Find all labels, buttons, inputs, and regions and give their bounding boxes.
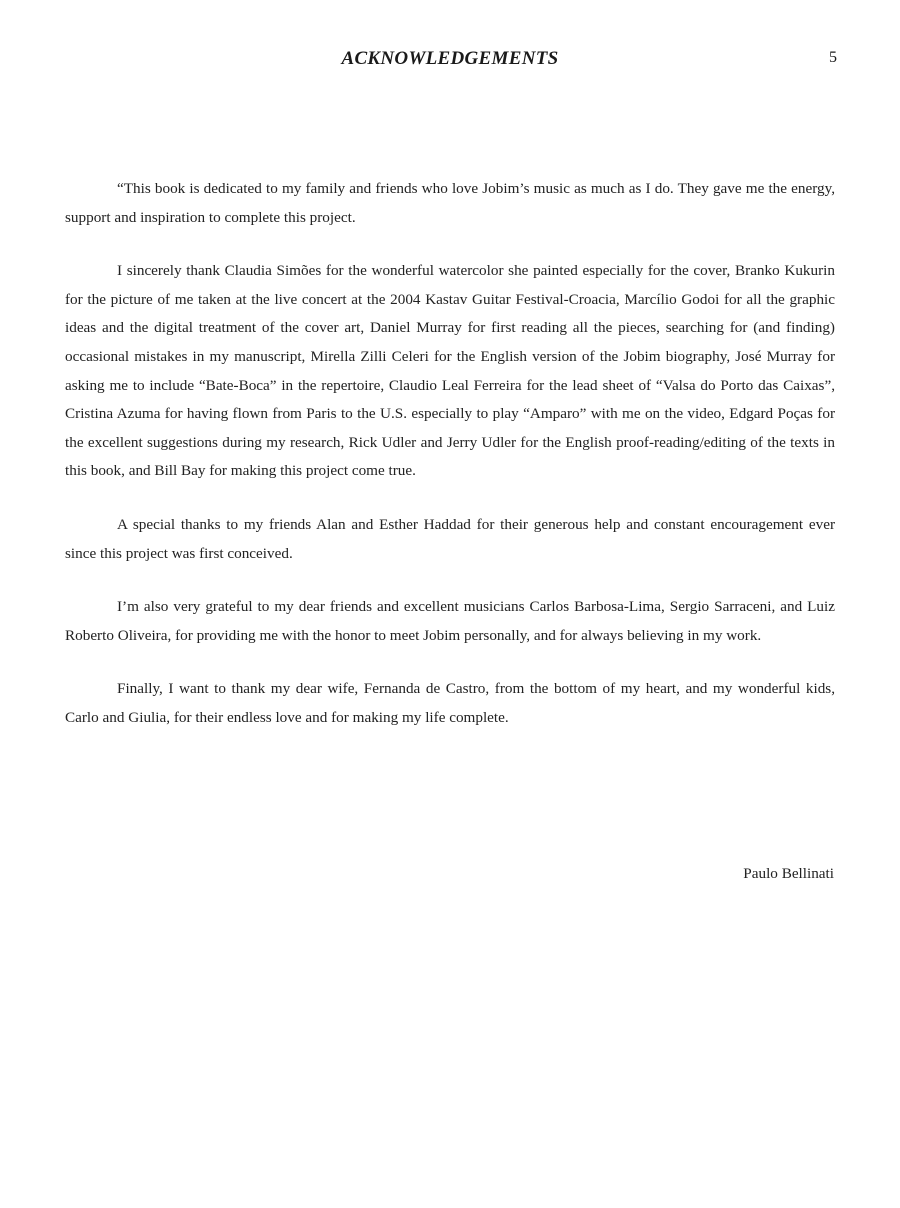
paragraph-thanks: I sincerely thank Claudia Simões for the wonderful watercolor she painted especially for the cover, Branko Kukurin for the picture of me taken at the live concert at the 2004 Kastav Guitar Festival-Croacia, Marcílio Godoi for all the graphic ideas and the digital treatment of the cover art, Daniel Murray for first reading all the pieces, searching for (and finding) occasional mistakes in my manuscript, Mirella Zilli Celeri for the English version of the Jobim biography, José Murray for asking me to include “Bate-Boca” in the repertoire, Claudio Leal Ferreira for the lead sheet of “Valsa do Porto das Caixas”, Cristina Azuma for having flown from Paris to the U.S. especially to play “Amparo” with me on the video, Edgard Poças for the excellent suggestions during my research, Rick Udler and Jerry Udler for the English proof-reading/editing of the texts in this book, and Bill Bay for making this project come true.	[65, 262, 835, 480]
paragraph-special-thanks: A special thanks to my friends Alan and Esther Haddad for their generous help and constant encouragement ever since this project was first conceived.	[65, 515, 835, 562]
page-number: 5	[829, 49, 837, 66]
paragraph-family: Finally, I want to thank my dear wife, Fernanda de Castro, from the bottom of my heart, and my wonderful kids, Carlo and Giulia, for their endless love and for making my life complete.	[65, 680, 835, 726]
page-title: ACKNOWLEDGEMENTS	[341, 48, 559, 69]
author-signature: Paulo Bellinati	[743, 865, 834, 882]
paragraph-dedication: “This book is dedicated to my family and friends who love Jobim’s music as much as I do. They gave me the energy, support and inspiration to complete this project.	[65, 180, 835, 226]
acknowledgements-body	[65, 175, 835, 758]
paragraph-grateful: I’m also very grateful to my dear friends and excellent musicians Carlos Barbosa-Lima, Sergio Sarraceni, and Luiz Roberto Oliveira, for providing me with the honor to meet Jobim personally, and for always believing in my work.	[65, 598, 835, 644]
